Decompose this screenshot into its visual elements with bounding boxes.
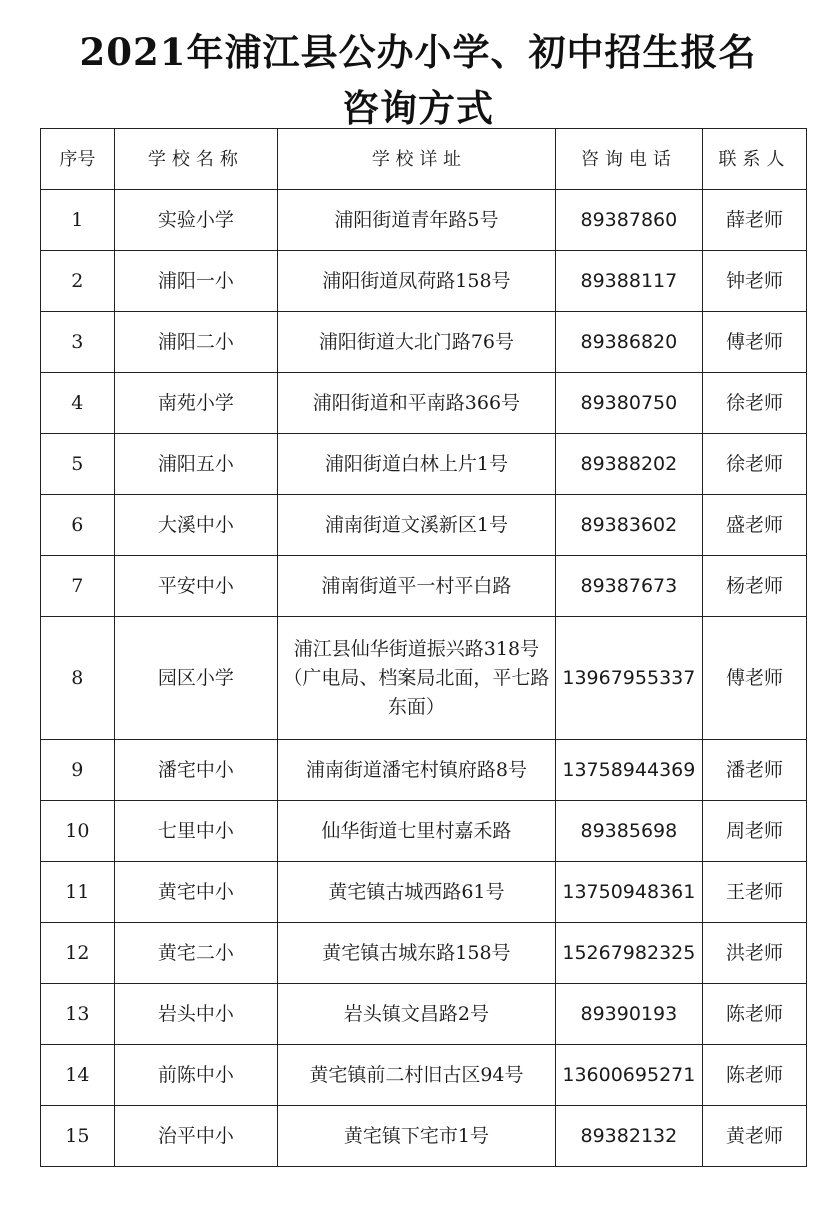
cell-school: 浦阳二小 <box>114 312 277 373</box>
cell-school: 南苑小学 <box>114 373 277 434</box>
cell-contact: 钟老师 <box>703 251 807 312</box>
cell-phone: 89382132 <box>555 1106 702 1167</box>
table-row <box>41 495 807 556</box>
cell-phone: 89386820 <box>555 312 702 373</box>
cell-school: 黄宅二小 <box>114 923 277 984</box>
cell-no: 3 <box>41 312 115 373</box>
cell-contact: 潘老师 <box>703 740 807 801</box>
cell-address: 浦南街道文溪新区1号 <box>278 495 556 556</box>
header-phone <box>555 129 702 190</box>
cell-phone: 89385698 <box>555 801 702 862</box>
cell-phone: 15267982325 <box>555 923 702 984</box>
table-row <box>41 251 807 312</box>
table-row <box>41 984 807 1045</box>
cell-address: 浦江县仙华街道振兴路318号（广电局、档案局北面，平七路东面） <box>278 617 556 740</box>
cell-address: 黄宅镇古城西路61号 <box>278 862 556 923</box>
cell-no: 14 <box>41 1045 115 1106</box>
cell-no: 6 <box>41 495 115 556</box>
cell-phone: 89383602 <box>555 495 702 556</box>
cell-no: 15 <box>41 1106 115 1167</box>
cell-address: 浦阳街道凤荷路158号 <box>278 251 556 312</box>
cell-address: 浦南街道平一村平白路 <box>278 556 556 617</box>
cell-school: 平安中小 <box>114 556 277 617</box>
page-title-line-1: 2021年浦江县公办小学、初中招生报名 <box>79 30 757 74</box>
cell-contact: 傅老师 <box>703 617 807 740</box>
header-contact <box>703 129 807 190</box>
header-school-label: 学校名称 <box>147 148 244 170</box>
cell-school: 大溪中小 <box>114 495 277 556</box>
cell-phone: 89380750 <box>555 373 702 434</box>
page-title-line-2: 咨询方式 <box>342 86 494 130</box>
cell-school: 实验小学 <box>114 190 277 251</box>
cell-phone: 89387860 <box>555 190 702 251</box>
cell-no: 2 <box>41 251 115 312</box>
school-contact-table <box>40 128 807 1167</box>
cell-contact: 洪老师 <box>703 923 807 984</box>
cell-address: 浦阳街道大北门路76号 <box>278 312 556 373</box>
cell-contact: 陈老师 <box>703 1045 807 1106</box>
cell-phone: 13758944369 <box>555 740 702 801</box>
cell-contact: 王老师 <box>703 862 807 923</box>
cell-school: 前陈中小 <box>114 1045 277 1106</box>
cell-school: 浦阳五小 <box>114 434 277 495</box>
cell-no: 11 <box>41 862 115 923</box>
cell-contact: 徐老师 <box>703 434 807 495</box>
cell-address: 岩头镇文昌路2号 <box>278 984 556 1045</box>
header-no: 序号 <box>41 129 115 190</box>
cell-phone: 89387673 <box>555 556 702 617</box>
table-row <box>41 1045 807 1106</box>
cell-no: 9 <box>41 740 115 801</box>
cell-school: 七里中小 <box>114 801 277 862</box>
cell-contact: 杨老师 <box>703 556 807 617</box>
table-row <box>41 556 807 617</box>
table-row <box>41 434 807 495</box>
cell-no: 5 <box>41 434 115 495</box>
cell-school: 黄宅中小 <box>114 862 277 923</box>
table-row <box>41 801 807 862</box>
cell-contact: 徐老师 <box>703 373 807 434</box>
table-row <box>41 923 807 984</box>
cell-address: 黄宅镇下宅市1号 <box>278 1106 556 1167</box>
table-row <box>41 740 807 801</box>
table-row <box>41 862 807 923</box>
cell-contact: 盛老师 <box>703 495 807 556</box>
cell-phone: 13750948361 <box>555 862 702 923</box>
cell-address: 仙华街道七里村嘉禾路 <box>278 801 556 862</box>
table-header-row <box>41 129 807 190</box>
table-row <box>41 312 807 373</box>
cell-phone: 89388202 <box>555 434 702 495</box>
cell-address: 黄宅镇古城东路158号 <box>278 923 556 984</box>
header-phone-label: 咨询电话 <box>580 148 677 170</box>
header-address: 学 校 详 址 <box>278 129 556 190</box>
cell-contact: 傅老师 <box>703 312 807 373</box>
cell-address: 浦阳街道青年路5号 <box>278 190 556 251</box>
cell-phone: 89388117 <box>555 251 702 312</box>
header-contact-label: 联系人 <box>718 148 791 170</box>
cell-phone: 13600695271 <box>555 1045 702 1106</box>
cell-no: 7 <box>41 556 115 617</box>
cell-school: 岩头中小 <box>114 984 277 1045</box>
table-row <box>41 373 807 434</box>
cell-contact: 黄老师 <box>703 1106 807 1167</box>
cell-school: 治平中小 <box>114 1106 277 1167</box>
header-school <box>114 129 277 190</box>
cell-address: 浦南街道潘宅村镇府路8号 <box>278 740 556 801</box>
cell-no: 13 <box>41 984 115 1045</box>
cell-no: 4 <box>41 373 115 434</box>
cell-contact: 薛老师 <box>703 190 807 251</box>
cell-address: 浦阳街道白林上片1号 <box>278 434 556 495</box>
cell-no: 8 <box>41 617 115 740</box>
table-row <box>41 1106 807 1167</box>
table-row <box>41 190 807 251</box>
cell-phone: 13967955337 <box>555 617 702 740</box>
cell-school: 潘宅中小 <box>114 740 277 801</box>
cell-no: 10 <box>41 801 115 862</box>
cell-address: 浦阳街道和平南路366号 <box>278 373 556 434</box>
cell-school: 浦阳一小 <box>114 251 277 312</box>
cell-address: 黄宅镇前二村旧古区94号 <box>278 1045 556 1106</box>
cell-contact: 陈老师 <box>703 984 807 1045</box>
cell-no: 1 <box>41 190 115 251</box>
table-row <box>41 617 807 740</box>
cell-school: 园区小学 <box>114 617 277 740</box>
cell-phone: 89390193 <box>555 984 702 1045</box>
cell-contact: 周老师 <box>703 801 807 862</box>
cell-no: 12 <box>41 923 115 984</box>
